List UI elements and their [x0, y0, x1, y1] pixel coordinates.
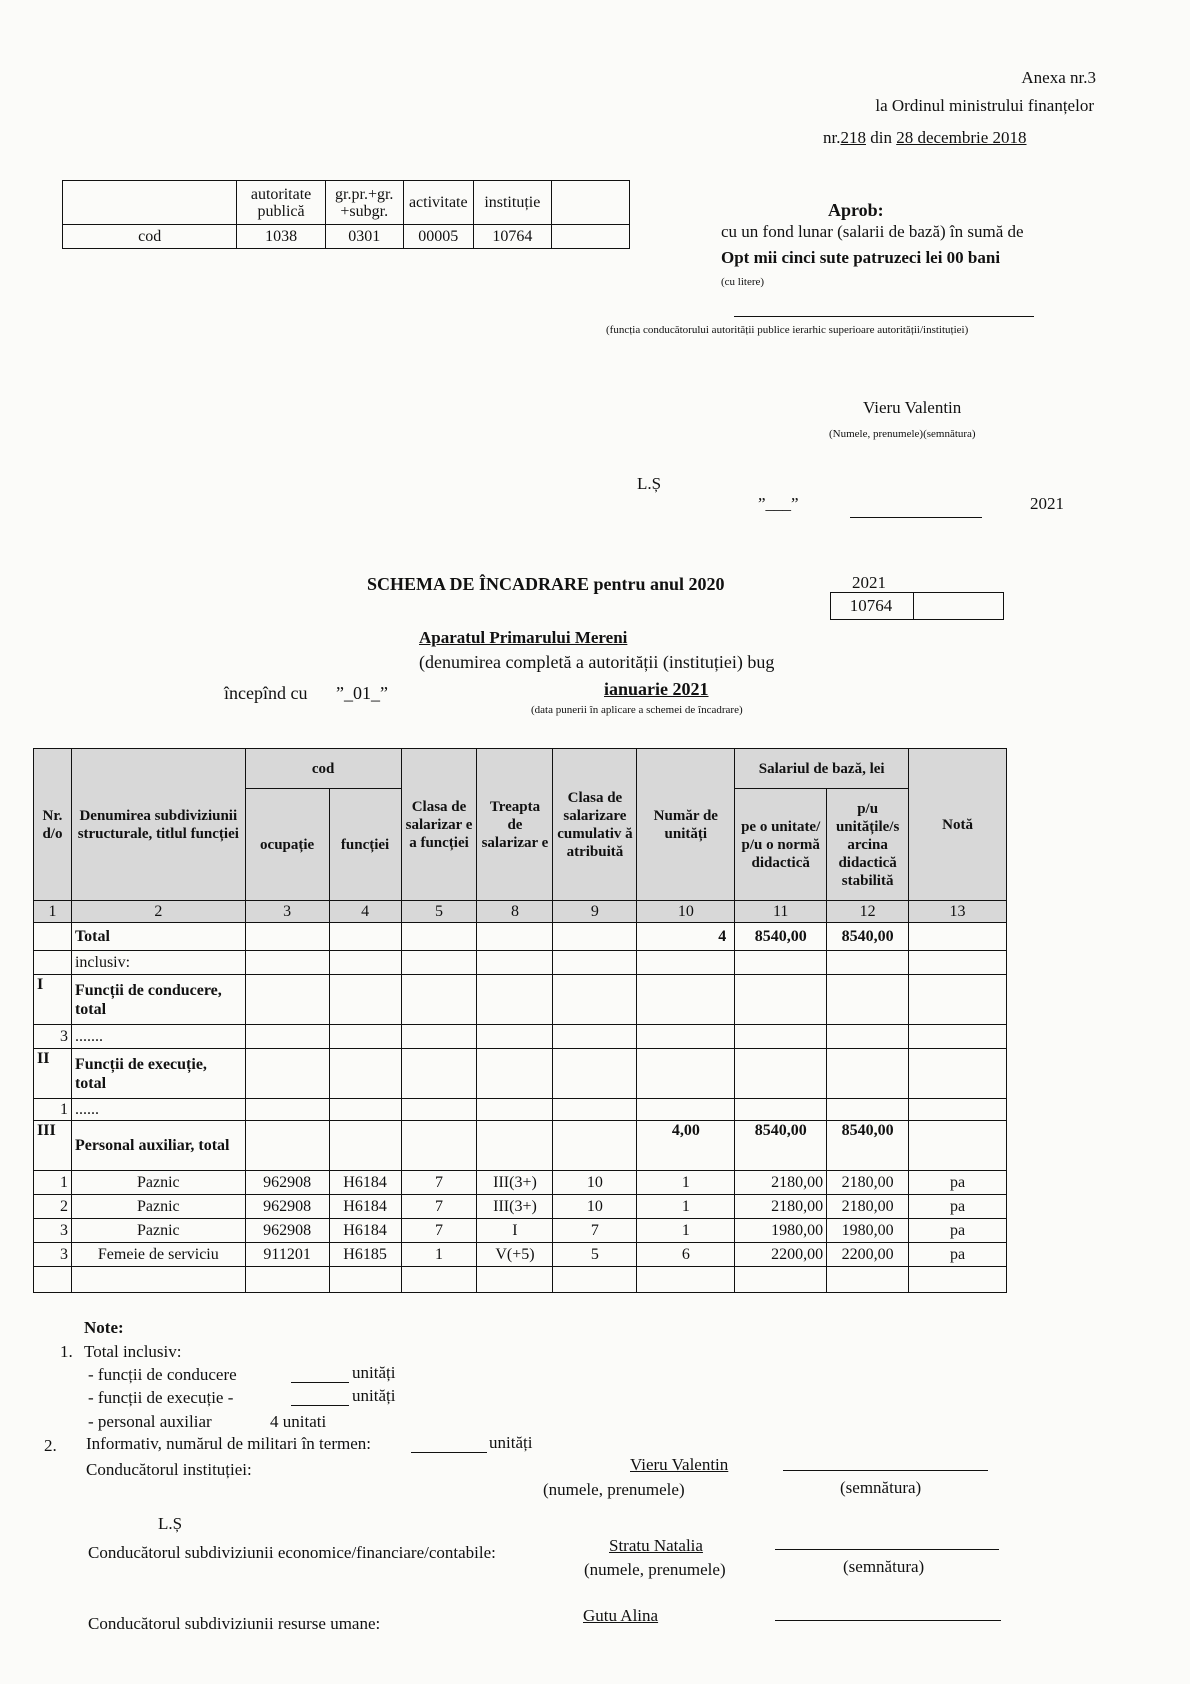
section-3-salary-1: 8540,00	[735, 1121, 827, 1171]
row-nota: pa	[909, 1243, 1007, 1267]
col-number: 11	[735, 901, 827, 923]
total-salary-2: 8540,00	[827, 923, 909, 951]
col-number: 12	[827, 901, 909, 923]
approve-function-line	[734, 316, 1034, 317]
header-clasa-cumulativ: Clasa de salarizare cumulativ ă atribuită	[553, 749, 637, 901]
sig-economic-name-hint: (numele, prenumele)	[584, 1560, 726, 1579]
sig-hr-name: Gutu Alina	[583, 1606, 659, 1625]
row-clasa: 7	[401, 1195, 477, 1219]
col-number: 3	[245, 901, 329, 923]
row-salary-2: 2180,00	[827, 1171, 909, 1195]
row-unitati: 1	[637, 1219, 735, 1243]
codes-header-institutie: instituție	[473, 181, 551, 225]
row-ocupatie: 962908	[245, 1219, 329, 1243]
codes-value-activitate: 00005	[403, 225, 473, 249]
codes-empty-cell	[551, 181, 629, 225]
col-number: 8	[477, 901, 553, 923]
header-nota: Notă	[909, 749, 1007, 901]
notes-conducere-line	[291, 1382, 349, 1383]
row-clasa: 1	[401, 1243, 477, 1267]
schema-starting-label: începînd cu	[224, 683, 308, 703]
approve-date-quotes: ”___”	[758, 494, 799, 513]
codes-header-grpr: gr.pr.+gr. +subgr.	[325, 181, 403, 225]
notes-auxiliar: - personal auxiliar	[88, 1412, 212, 1431]
row-treapta: III(3+)	[477, 1171, 553, 1195]
sig-conducator-label: Conducătorul instituției:	[86, 1460, 252, 1479]
annex-nr-prefix: nr.	[823, 128, 841, 147]
row-nota: pa	[909, 1219, 1007, 1243]
header-clasa: Clasa de salarizar e a funcției	[401, 749, 477, 901]
table-row	[34, 1243, 1007, 1267]
approve-name-hint: (Numele, prenumele)(semnătura)	[829, 428, 976, 440]
header-functiei: funcției	[329, 789, 401, 901]
schema-box	[830, 592, 1004, 620]
table-row	[34, 1219, 1007, 1243]
sig-economic-label: Conducătorul subdiviziunii economice/financiare/contabile:	[88, 1543, 496, 1562]
schema-box-divider	[913, 593, 914, 619]
notes-conducere-units: unități	[352, 1363, 396, 1382]
col-number: 10	[637, 901, 735, 923]
total-salary-1: 8540,00	[735, 923, 827, 951]
section-2-nr: II	[34, 1049, 72, 1099]
row-nr: 2	[34, 1195, 72, 1219]
approve-amount-hint: (cu litere)	[721, 276, 765, 288]
approve-line-1: cu un fond lunar (salarii de bază) în sumă de	[721, 222, 1024, 241]
codes-row-label: cod	[63, 225, 237, 249]
section-3-row	[34, 1121, 1007, 1171]
total-units: 4	[637, 923, 735, 951]
section-3-label: Personal auxiliar, total	[71, 1121, 245, 1171]
row-nota: pa	[909, 1171, 1007, 1195]
sig-conducator-sign-hint: (semnătura)	[840, 1478, 922, 1497]
section-1-item-label: .......	[71, 1025, 245, 1049]
header-denumirea: Denumirea subdiviziunii structurale, titlul funcției	[71, 749, 245, 901]
table-row	[34, 1171, 1007, 1195]
section-3-nr: III	[34, 1121, 72, 1171]
notes-n2-units: unități	[489, 1433, 533, 1452]
notes-auxiliar-value: 4 unitati	[270, 1412, 327, 1431]
annex-mid: din	[865, 128, 897, 147]
section-2-item-row	[34, 1099, 1007, 1121]
row-cumulat: 5	[553, 1243, 637, 1267]
schema-starting-hint: (data punerii în aplicare a schemei de încadrare)	[531, 704, 743, 716]
col-number: 2	[71, 901, 245, 923]
section-3-units: 4,00	[637, 1121, 735, 1171]
col-number: 9	[553, 901, 637, 923]
schema-starting-day: ”_01_”	[336, 683, 388, 703]
row-name: Paznic	[71, 1195, 245, 1219]
row-salary-1: 2180,00	[735, 1171, 827, 1195]
row-clasa: 7	[401, 1219, 477, 1243]
header-cod: cod	[245, 749, 401, 789]
section-1-label: Funcții de conducere, total	[71, 975, 245, 1025]
approve-date-line	[850, 517, 982, 518]
approve-function-hint: (funcția conducătorului autorității publice ierarhic superioare autorității/instituției)	[606, 324, 969, 336]
row-salary-1: 2200,00	[735, 1243, 827, 1267]
row-salary-2: 2200,00	[827, 1243, 909, 1267]
row-name: Femeie de serviciu	[71, 1243, 245, 1267]
codes-value-grpr: 0301	[325, 225, 403, 249]
row-nr: 1	[34, 1171, 72, 1195]
total-nr	[34, 923, 72, 951]
notes-n1: 1.	[60, 1342, 73, 1361]
row-unitati: 1	[637, 1195, 735, 1219]
inclusiv-label: inclusiv:	[71, 951, 245, 975]
schema-box-year: 2021	[852, 573, 886, 592]
row-ocupatie: 962908	[245, 1195, 329, 1219]
section-1-item-nr: 3	[34, 1025, 72, 1049]
notes-conducere: - funcții de conducere	[88, 1365, 237, 1384]
annex-line-1: Anexa nr.3	[1021, 68, 1096, 87]
total-row	[34, 923, 1007, 951]
annex-nr: 218	[840, 128, 866, 147]
row-functie: H6184	[329, 1171, 401, 1195]
notes-executie: - funcții de execuție -	[88, 1388, 234, 1407]
approve-title: Aprob:	[828, 200, 884, 220]
row-treapta: V(+5)	[477, 1243, 553, 1267]
approve-amount-words: Opt mii cinci sute patruzeci lei 00 bani	[721, 248, 1001, 267]
notes-executie-line	[291, 1405, 349, 1406]
row-cumulat: 10	[553, 1195, 637, 1219]
schema-institution: Aparatul Primarului Mereni	[419, 628, 628, 647]
row-name: Paznic	[71, 1219, 245, 1243]
sig-economic-sign-hint: (semnătura)	[843, 1557, 925, 1576]
section-1-row	[34, 975, 1007, 1025]
sig-ls: L.Ș	[158, 1514, 183, 1533]
header-salariul: Salariul de bază, lei	[735, 749, 909, 789]
header-ocupatie: ocupație	[245, 789, 329, 901]
row-salary-1: 1980,00	[735, 1219, 827, 1243]
codes-header-activitate: activitate	[403, 181, 473, 225]
codes-table	[62, 180, 630, 249]
codes-header-autoritate: autoritate publică	[237, 181, 325, 225]
notes-title: Note:	[84, 1318, 124, 1337]
row-clasa: 7	[401, 1171, 477, 1195]
row-functie: H6185	[329, 1243, 401, 1267]
row-salary-2: 1980,00	[827, 1219, 909, 1243]
row-ocupatie: 911201	[245, 1243, 329, 1267]
header-numar: Număr de unități	[637, 749, 735, 901]
row-salary-2: 2180,00	[827, 1195, 909, 1219]
col-number: 1	[34, 901, 72, 923]
notes-executie-units: unități	[352, 1386, 396, 1405]
annex-date: 28 decembrie 2018	[896, 128, 1027, 147]
row-cumulat: 7	[553, 1219, 637, 1243]
header-treapta: Treapta de salarizar e	[477, 749, 553, 901]
total-label: Total	[71, 923, 245, 951]
notes-n2: 2.	[44, 1436, 57, 1455]
annex-line-3	[823, 128, 1027, 148]
codes-empty-cell	[63, 181, 237, 225]
staffing-table	[33, 748, 1007, 1293]
codes-empty-cell	[551, 225, 629, 249]
sig-hr-label: Conducătorul subdiviziunii resurse umane:	[88, 1614, 381, 1633]
header-pu-unitatile: p/u unitățile/s arcina didactică stabilită	[827, 789, 909, 901]
row-nr: 3	[34, 1219, 72, 1243]
annex-line-2: la Ordinul ministrului finanțelor	[875, 96, 1094, 115]
codes-value-autoritate: 1038	[237, 225, 325, 249]
sig-conducator-line	[783, 1470, 988, 1471]
row-nota: pa	[909, 1195, 1007, 1219]
approve-ls: L.Ș	[637, 474, 662, 493]
notes-n1-text: Total inclusiv:	[84, 1342, 182, 1361]
table-row	[34, 1195, 1007, 1219]
sig-hr-line	[775, 1620, 1001, 1621]
col-number: 5	[401, 901, 477, 923]
schema-starting-month: ianuarie 2021	[604, 679, 709, 699]
notes-n2-text: Informativ, numărul de militari în termen:	[86, 1434, 371, 1453]
codes-value-institutie: 10764	[473, 225, 551, 249]
notes-n2-line	[411, 1452, 487, 1453]
row-treapta: III(3+)	[477, 1195, 553, 1219]
header-nr: Nr. d/o	[34, 749, 72, 901]
schema-institution-hint: (denumirea completă a autorității (instituției) bug	[419, 652, 775, 672]
sig-conducator-name-hint: (numele, prenumele)	[543, 1480, 685, 1499]
section-2-item-nr: 1	[34, 1099, 72, 1121]
section-2-row	[34, 1049, 1007, 1099]
approve-name: Vieru Valentin	[863, 398, 962, 417]
row-functie: H6184	[329, 1195, 401, 1219]
sig-economic-name: Stratu Natalia	[609, 1536, 703, 1555]
row-unitati: 6	[637, 1243, 735, 1267]
row-functie: H6184	[329, 1219, 401, 1243]
section-1-item-row	[34, 1025, 1007, 1049]
section-3-salary-2: 8540,00	[827, 1121, 909, 1171]
header-pe-o-unitate: pe o unitate/ p/u o normă didactică	[735, 789, 827, 901]
col-number: 13	[909, 901, 1007, 923]
schema-box-code: 10764	[849, 596, 893, 615]
row-nr: 3	[34, 1243, 72, 1267]
approve-year: 2021	[1030, 494, 1064, 513]
section-1-nr: I	[34, 975, 72, 1025]
sig-conducator-name: Vieru Valentin	[630, 1455, 729, 1474]
section-2-label: Funcții de execuție, total	[71, 1049, 245, 1099]
sig-economic-line	[775, 1549, 999, 1550]
schema-title: SCHEMA DE ÎNCADRARE pentru anul 2020	[367, 574, 725, 594]
row-name: Paznic	[71, 1171, 245, 1195]
row-cumulat: 10	[553, 1171, 637, 1195]
row-treapta: I	[477, 1219, 553, 1243]
inclusiv-row	[34, 951, 1007, 975]
row-salary-1: 2180,00	[735, 1195, 827, 1219]
col-number: 4	[329, 901, 401, 923]
row-unitati: 1	[637, 1171, 735, 1195]
row-ocupatie: 962908	[245, 1171, 329, 1195]
empty-row	[34, 1267, 1007, 1293]
section-2-item-label: ......	[71, 1099, 245, 1121]
